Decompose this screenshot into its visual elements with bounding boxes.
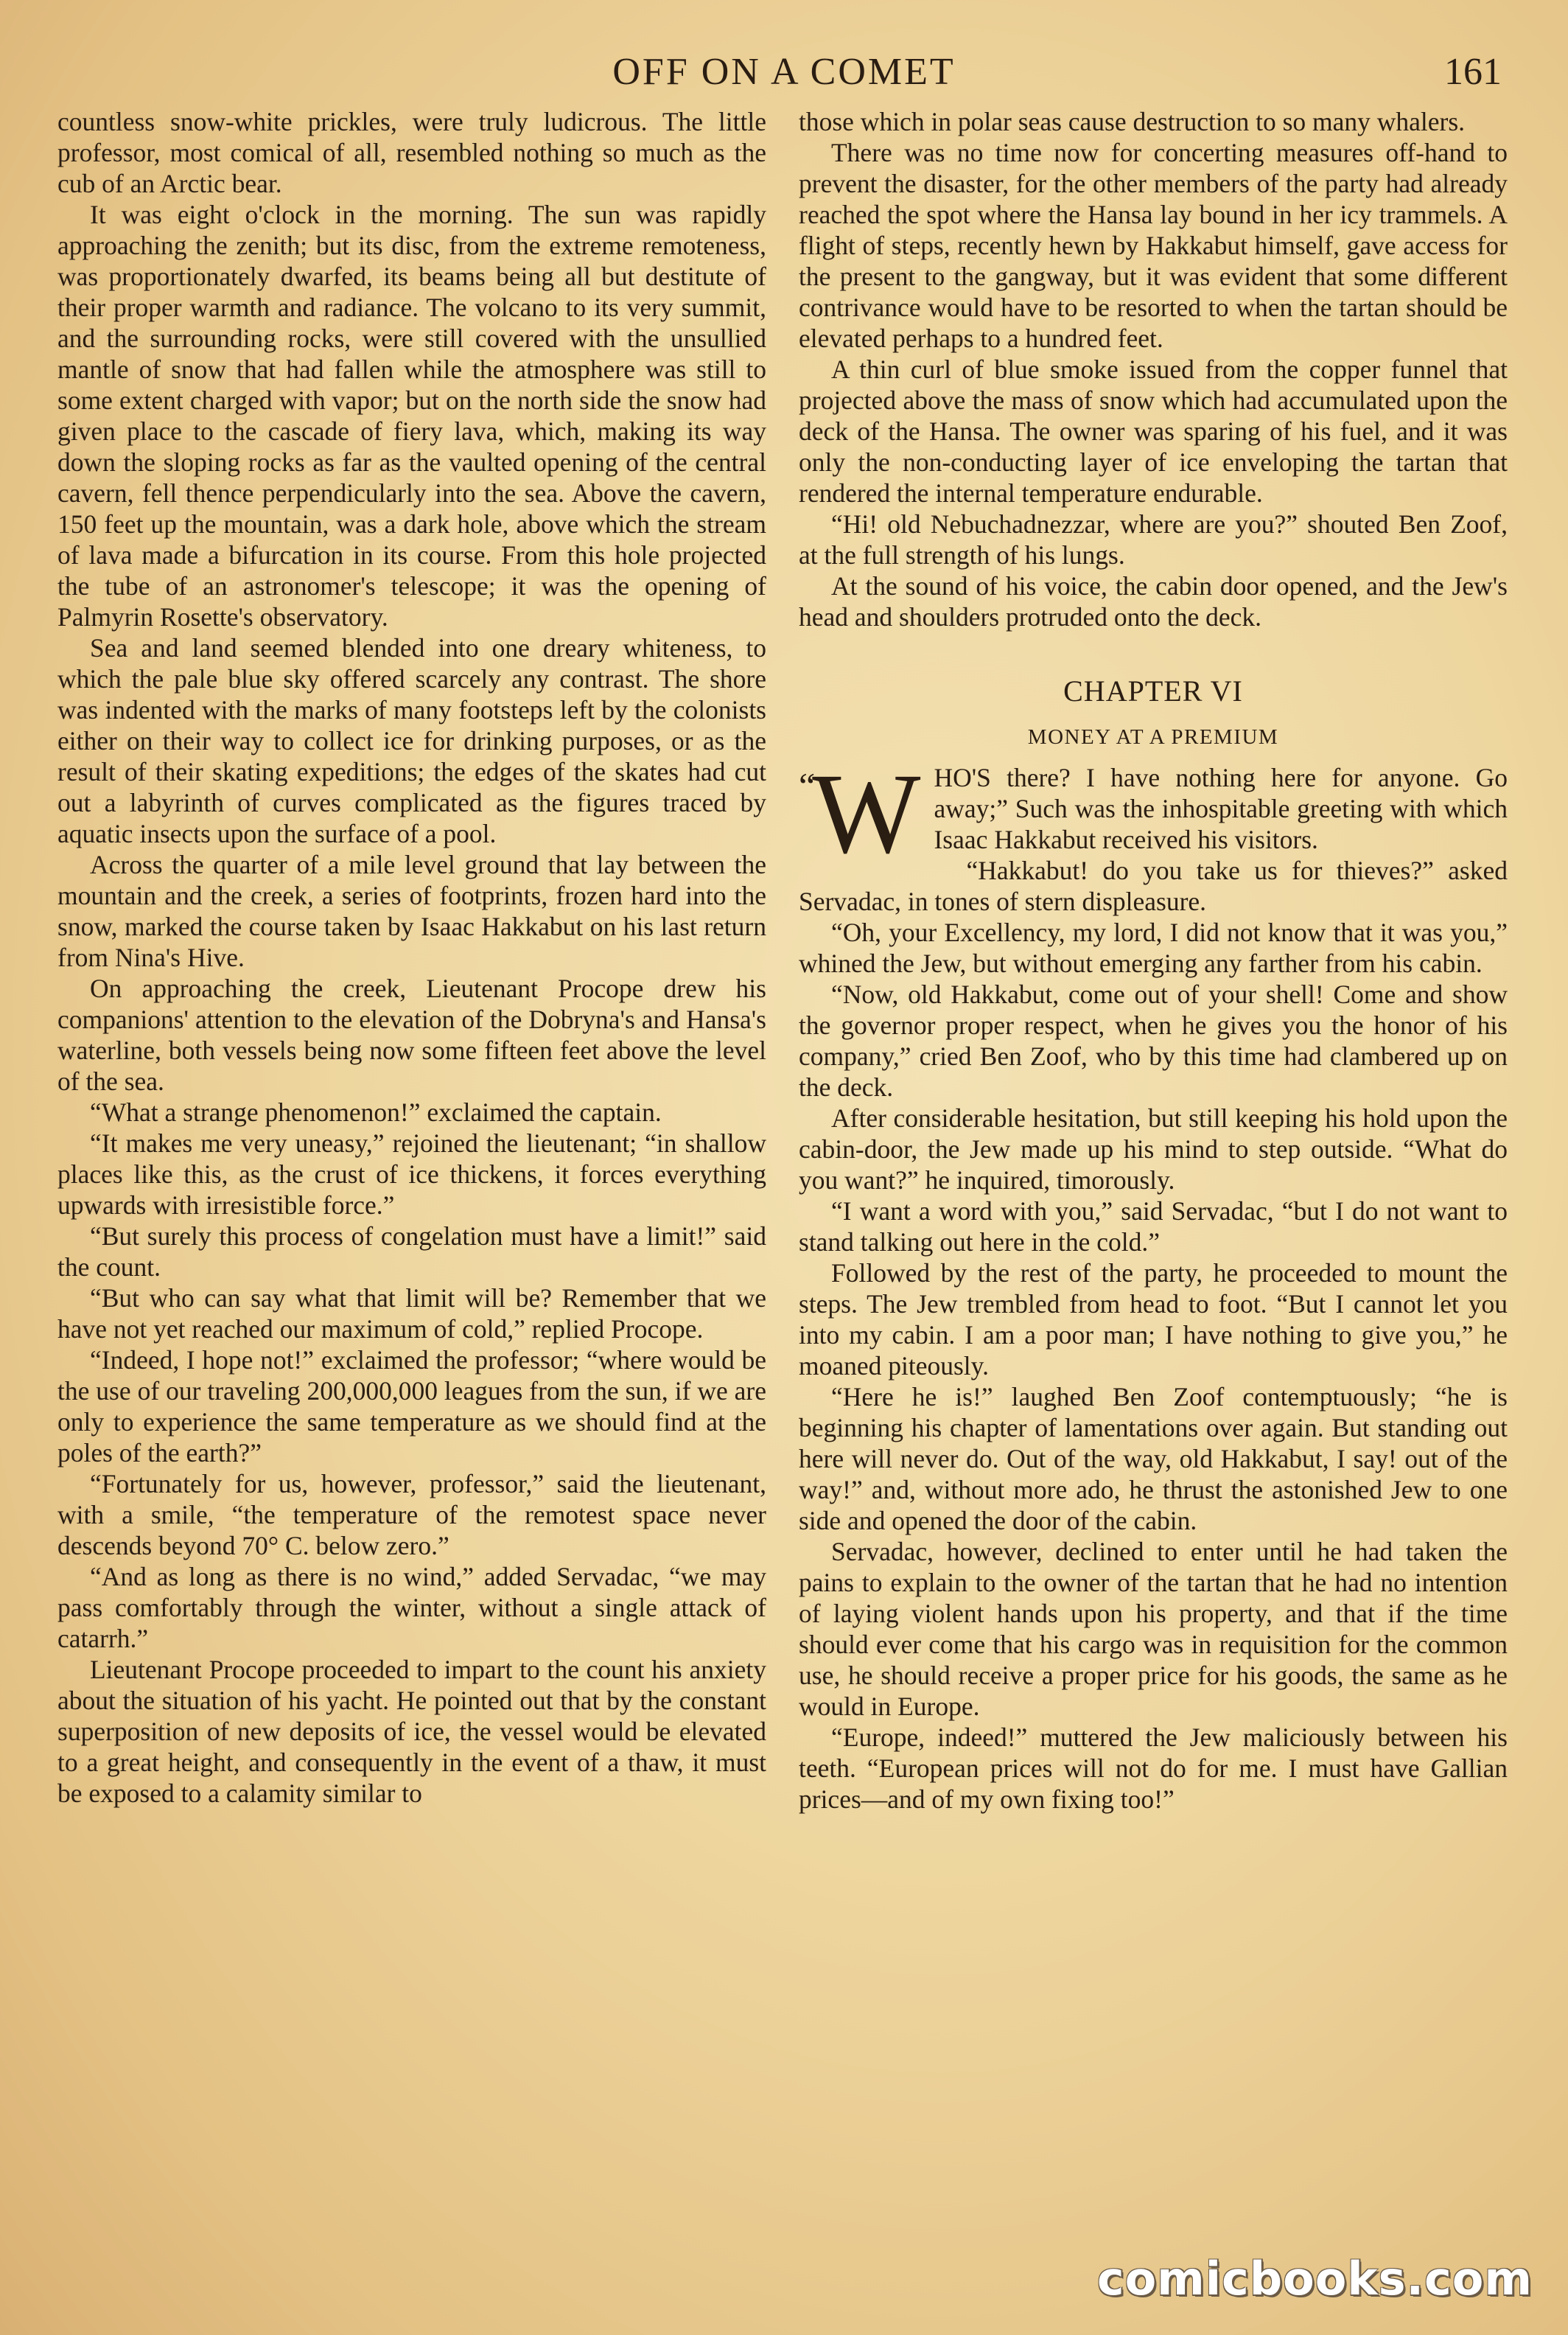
paragraph: “I want a word with you,” said Servadac, “but I do not want to stand talking out here in the cold.”: [799, 1196, 1508, 1257]
paragraph: After considerable hesitation, but still keeping his hold upon the cabin-door, the Jew made up his mind to step outside. “What do you want?” he inquired, timorously.: [799, 1103, 1508, 1195]
paragraph: “It makes me very uneasy,” rejoined the lieutenant; “in shallow places like this, as the crust of ice thickens, it forces everything upwards with irresistible force.”: [57, 1128, 766, 1220]
paragraph: those which in polar seas cause destruction to so many whalers.: [799, 107, 1466, 136]
paragraph: “Fortunately for us, however, professor,” said the lieutenant, with a smile, “the temperature of the remotest space never descends beyond 70° C. below zero.”: [57, 1469, 766, 1560]
paragraph: “Oh, your Excellency, my lord, I did not know that it was you,” whined the Jew, but without emerging any farther from his cabin.: [799, 918, 1508, 978]
paragraph: At the sound of his voice, the cabin door opened, and the Jew's head and shoulders protruded onto the deck.: [799, 571, 1508, 632]
paragraph: It was eight o'clock in the morning. The sun was rapidly approaching the zenith; but its disc, from the extreme remoteness, was proportionately dwarfed, its beams being all but destitute of their proper warmth and radiance. The volcano to its very summit, and the surrounding rocks, were still covered with the unsullied mantle of snow that had fallen while the atmosphere was still to some extent charged with vapor; but on the north side the snow had given place to the cascade of fiery lava, which, making its way down the sloping rocks as far as the vaulted opening of the central cavern, fell thence perpendicularly into the sea. Above the cavern, 150 feet up the mountain, was a dark hole, above which the stream of lava made a bifurcation in its course. From this hole projected the tube of an astronomer's telescope; it was the opening of Palmyrin Rosette's observatory.: [57, 200, 766, 632]
paragraph: “Europe, indeed!” muttered the Jew maliciously between his teeth. “European prices will not do for me. I must have Gallian prices—and of my own fixing too!”: [799, 1723, 1508, 1814]
paragraph: “But surely this process of congelation must have a limit!” said the count.: [57, 1221, 766, 1282]
paragraph: Followed by the rest of the party, he proceeded to mount the steps. The Jew trembled from head to foot. “But I cannot let you into my cabin. I am a poor man; I have nothing to give you,” he moaned piteously.: [799, 1258, 1508, 1381]
paragraph: Servadac, however, declined to enter until he had taken the pains to explain to the owner of the tartan that he had no intention of laying violent hands upon his property, and that if the time should ever come that his cargo was in requisition for the common use, he should receive a proper price for his goods, the same as he would in Europe.: [799, 1537, 1508, 1721]
paragraph: “And as long as there is no wind,” added Servadac, “we may pass comfortably through the winter, without a single attack of catarrh.”: [57, 1562, 766, 1653]
paragraph: On approaching the creek, Lieutenant Procope drew his companions' attention to the elevation of the Dobryna's and Hansa's waterline, both vessels being now some fifteen feet above the level of the sea.: [57, 974, 766, 1096]
opening-text: HO'S there? I have nothing here for anyone. Go away;” Such was the inhospitable greeting with which Isaac Hakkabut received his visitors.: [934, 763, 1508, 854]
left-column: [57, 106, 766, 2244]
paragraph: “But who can say what that limit will be? Remember that we have not yet reached our maximum of cold,” replied Procope.: [57, 1283, 766, 1344]
paragraph: A thin curl of blue smoke issued from the copper funnel that projected above the mass of snow which had accumulated upon the deck of the Hansa. The owner was sparing of his fuel, and it was only the non-conducting layer of ice enveloping the tartan that rendered the internal temperature endurable.: [799, 355, 1508, 508]
paragraph: “What a strange phenomenon!” exclaimed the captain.: [90, 1097, 662, 1127]
page-number: 161: [1444, 51, 1502, 93]
paragraph: “Hakkabut! do you take us for thieves?” asked Servadac, in tones of stern displeasure.: [799, 856, 1508, 916]
paragraph: countless snow-white prickles, were truly ludicrous. The little professor, most comical of all, resembled nothing so much as the cub of an Arctic bear.: [57, 107, 766, 198]
paragraph: There was no time now for concerting measures off-hand to prevent the disaster, for the other members of the party had already reached the spot where the Hansa lay bound in her icy trammels. A flight of steps, recently hewn by Hakkabut himself, gave access for the present to the gangway, but it was evident that some different contrivance would have to be resorted to when the tartan should be elevated perhaps to a hundred feet.: [799, 138, 1508, 353]
paragraph: “Indeed, I hope not!” exclaimed the professor; “where would be the use of our traveling 200,000,000 leagues from the sun, if we are only to experience the same temperature as we should find at the poles of the earth?”: [57, 1345, 766, 1467]
site-watermark: comicbooks.com: [1096, 2252, 1533, 2306]
paragraph: “Now, old Hakkabut, come out of your shell! Come and show the governor proper respect, when he gives you the honor of his company,” cried Ben Zoof, who by this time had clambered up on the deck.: [799, 980, 1508, 1102]
drop-cap: W: [812, 750, 921, 877]
running-title: OFF ON A COMET: [612, 51, 956, 93]
paragraph: Sea and land seemed blended into one dreary whiteness, to which the pale blue sky offered scarcely any contrast. The shore was indented with the marks of many footsteps left by the colonists either on their way to collect ice for drinking purposes, or as the result of their skating expeditions; the edges of the skates had cut out a labyrinth of curves complicated as the figures traced by aquatic insects upon the surface of a pool.: [57, 633, 766, 848]
chapter-heading: CHAPTER VI: [1063, 674, 1243, 708]
page-header: [0, 43, 1568, 102]
right-column: [799, 106, 1508, 2244]
opening-quote: “: [799, 765, 816, 806]
paragraph: Across the quarter of a mile level ground that lay between the mountain and the creek, a series of footprints, frozen hard into the snow, marked the course taken by Isaac Hakkabut on his last return from Nina's Hive.: [57, 850, 766, 972]
chapter-subtitle: MONEY AT A PREMIUM: [1027, 725, 1279, 749]
paragraph: “Hi! old Nebuchadnezzar, where are you?” shouted Ben Zoof, at the full strength of his lungs.: [799, 509, 1508, 570]
paragraph: “Here he is!” laughed Ben Zoof contemptuously; “he is beginning his chapter of lamentations over again. But standing out here will never do. Out of the way, old Hakkabut, I say! out of the way!” and, without more ado, he thrust the astonished Jew to one side and opened the door of the cabin.: [799, 1382, 1508, 1535]
paragraph: Lieutenant Procope proceeded to impart to the count his anxiety about the situation of his yacht. He pointed out that by the constant superposition of new deposits of ice, the vessel would be elevated to a great height, and consequently in the event of a thaw, it must be exposed to a calamity similar to: [57, 1655, 766, 1808]
chapter-opening-paragraph: [799, 750, 1508, 877]
